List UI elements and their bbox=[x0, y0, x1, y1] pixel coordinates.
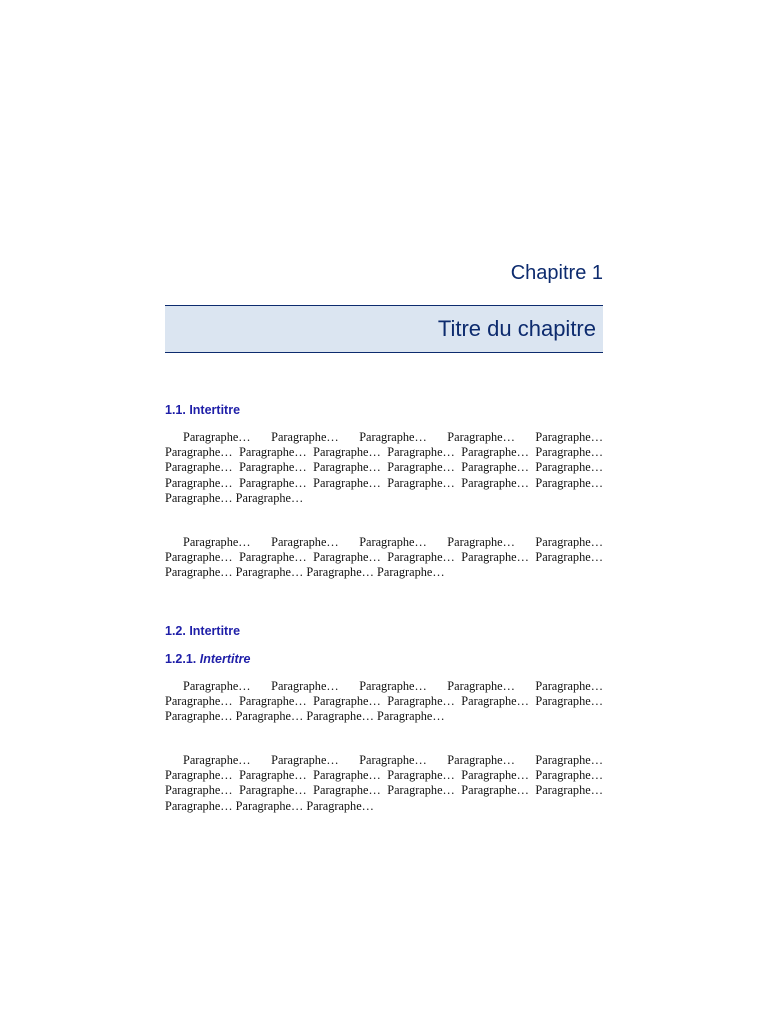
paragraph-3: Paragraphe… Paragraphe… Paragraphe… Paragraphe… Paragraphe… Paragraphe… Paragraphe… Paragraphe… Paragraphe… Paragraphe… Paragraphe… Paragraphe… Paragraphe… Paragraphe… Paragraphe… bbox=[165, 679, 603, 724]
subsection-title: Intertitre bbox=[199, 652, 251, 666]
paragraph-1: Paragraphe… Paragraphe… Paragraphe… Paragraphe… Paragraphe… Paragraphe… Paragraphe… Paragraphe… Paragraphe… Paragraphe… Paragraphe… Paragraphe… Paragraphe… Paragraphe… Paragraphe… Paragraphe… Paragraphe… Paragraphe… Paragraphe… Paragraphe… Paragraphe… Paragraphe… Paragraphe… Paragraphe… Paragraphe… bbox=[165, 430, 603, 505]
chapter-label: Chapitre 1 bbox=[510, 262, 603, 284]
section-heading-1-2: 1.2. Intertitre bbox=[165, 624, 241, 638]
chapter-title: Titre du chapitre bbox=[437, 316, 596, 341]
section-heading-1-1: 1.1. Intertitre bbox=[165, 403, 241, 417]
subsection-number: 1.2.1. bbox=[165, 652, 197, 666]
paragraph-4: Paragraphe… Paragraphe… Paragraphe… Paragraphe… Paragraphe… Paragraphe… Paragraphe… Paragraphe… Paragraphe… Paragraphe… Paragraphe… Paragraphe… Paragraphe… Paragraphe… Paragraphe… Paragraphe… Paragraphe… Paragraphe… Paragraphe… Paragraphe… bbox=[165, 753, 603, 813]
subsection-heading-1-2-1 bbox=[165, 651, 250, 667]
chapter-title-banner bbox=[165, 305, 603, 353]
paragraph-2: Paragraphe… Paragraphe… Paragraphe… Paragraphe… Paragraphe… Paragraphe… Paragraphe… Paragraphe… Paragraphe… Paragraphe… Paragraphe… Paragraphe… Paragraphe… Paragraphe… Paragraphe… bbox=[165, 535, 603, 580]
